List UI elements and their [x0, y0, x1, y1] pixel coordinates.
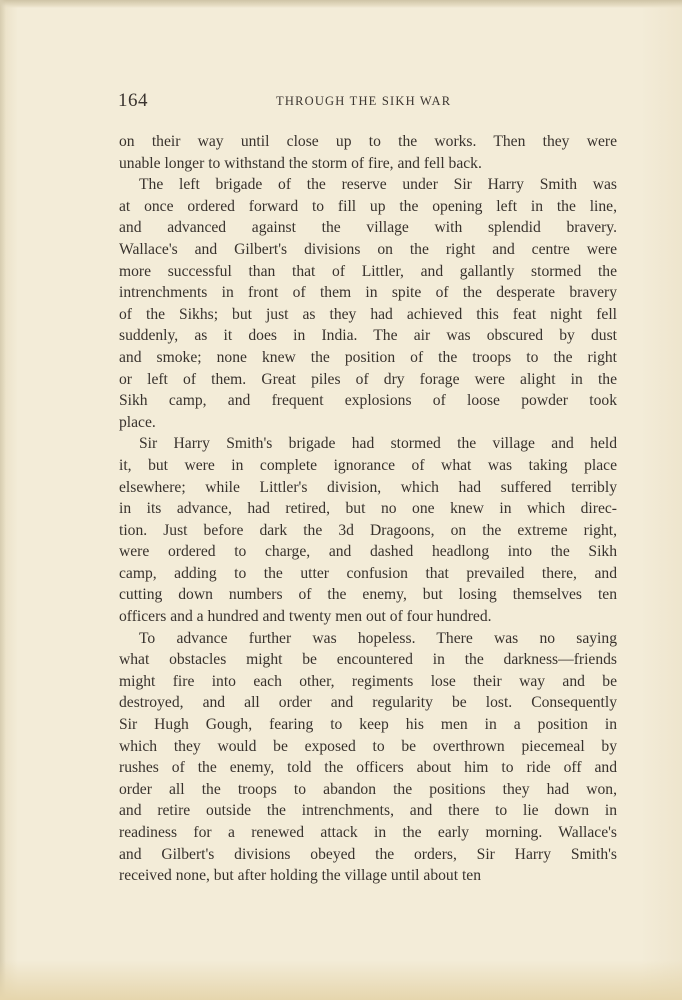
text-line: and retire outside the intrenchments, and there to lie down in: [119, 802, 617, 820]
text-line: order all the troops to abandon the positions they had won,: [119, 780, 617, 798]
text-line: officers and a hundred and twenty men out of four hundred.: [119, 608, 492, 626]
page-binding-edge: [0, 0, 6, 1000]
text-line: Sir Hugh Gough, fearing to keep his men in a position in: [119, 716, 617, 734]
text-line: cutting down numbers of the enemy, but losing themselves ten: [119, 586, 617, 604]
text-line: or left of them. Great piles of dry forage were alight in the: [119, 370, 617, 388]
text-line: more successful than that of Littler, and gallantly stormed the: [119, 262, 617, 280]
text-line: and Gilbert's divisions obeyed the orders, Sir Harry Smith's: [119, 845, 617, 863]
text-line: destroyed, and all order and regularity be lost. Consequently: [119, 694, 617, 712]
text-line: it, but were in complete ignorance of what was taking place: [119, 456, 617, 474]
text-line: Sir Harry Smith's brigade had stormed the village and held: [139, 435, 617, 453]
text-line: received none, but after holding the village until about ten: [119, 867, 482, 885]
text-line: tion. Just before dark the 3d Dragoons, on the extreme right,: [119, 521, 617, 539]
text-line: elsewhere; while Littler's division, which had suffered terribly: [119, 478, 617, 496]
paragraph: [119, 174, 617, 433]
running-head: [118, 90, 618, 114]
page-top-edge: [0, 0, 682, 8]
text-line: Sikh camp, and frequent explosions of loose powder took: [119, 392, 617, 410]
text-line: and smoke; none knew the position of the troops to the right: [119, 348, 617, 366]
text-line: Wallace's and Gilbert's divisions on the right and centre were: [119, 240, 617, 258]
page-number: 164: [118, 90, 148, 111]
paragraph: [119, 131, 617, 174]
text-line: intrenchments in front of them in spite of the desperate bravery: [119, 284, 617, 302]
text-line: readiness for a renewed attack in the early morning. Wallace's: [119, 824, 617, 841]
text-line: of the Sikhs; but just as they had achieved this feat night fell: [119, 305, 617, 323]
running-title: THROUGH THE SIKH WAR: [276, 94, 452, 108]
paragraph: [119, 433, 617, 627]
text-line: which they would be exposed to be overthrown piecemeal by: [119, 737, 617, 755]
text-line: at once ordered forward to fill up the opening left in the line,: [119, 197, 617, 215]
text-line: The left brigade of the reserve under Sir Harry Smith was: [139, 176, 617, 194]
text-line: on their way until close up to the works. Then they were: [119, 133, 617, 150]
paragraph: [119, 628, 617, 887]
text-line: suddenly, as it does in India. The air was obscured by dust: [119, 327, 617, 345]
text-line: place.: [119, 413, 156, 431]
text-line: in its advance, had retired, but no one knew in which direc-: [119, 500, 617, 518]
text-line: what obstacles might be encountered in the darkness—friends: [119, 651, 617, 669]
text-line: rushes of the enemy, told the officers about him to ride off and: [119, 759, 617, 777]
text-line: camp, adding to the utter confusion that prevailed there, and: [119, 564, 617, 582]
text-line: To advance further was hopeless. There was no saying: [139, 629, 617, 647]
text-line: and advanced against the village with splendid bravery.: [119, 219, 617, 237]
page-bottom-edge: [0, 960, 682, 1000]
body-text: [119, 131, 617, 887]
text-line: unable longer to withstand the storm of fire, and fell back.: [119, 154, 482, 172]
text-line: might fire into each other, regiments lose their way and be: [119, 672, 617, 690]
text-line: were ordered to charge, and dashed headlong into the Sikh: [119, 543, 617, 561]
